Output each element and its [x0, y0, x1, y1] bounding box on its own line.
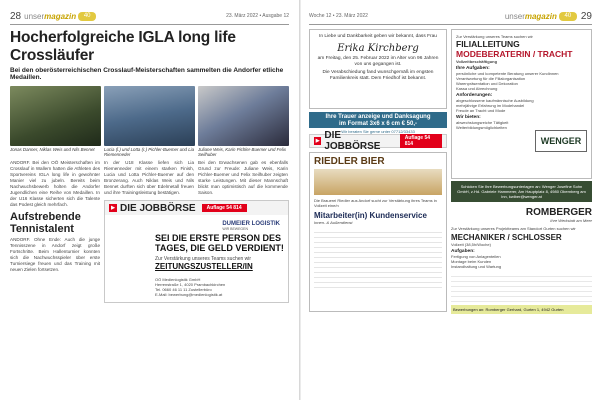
article-text: ANDORF. Bei den OÖ Meisterschaften im Crosslauf in Wallern hatten die Athleten des Sportvereins IGLA long life in gewohnter Manier viel zu jubeln. Bereits beim Nachwuchsbewerb holten die Andorfer Jugendlichen eine Reihe von Medaillen. In der U16 Klasse sicherten sich die Talente das Podest gleich mehrfach. — [10, 160, 100, 207]
ad-position-2: MODEBERATERIN / TRACHT — [456, 49, 573, 59]
list-item: Instandhaltung und Wartung — [451, 264, 502, 269]
subheadline: Aufstrebende Tennistalent — [10, 211, 81, 235]
brand-logo: unsermagazin — [24, 11, 77, 21]
brand-logo: unsermagazin — [504, 11, 557, 21]
ad-contact-bar: Bewerbungen an: Romberger Gerhard, Gurten 1, 4942 Gurten — [451, 305, 592, 314]
photo-runners-1 — [10, 86, 101, 146]
lead-text: Bei den oberösterreichischen Crosslauf-Meisterschaften sammelten die Andorfer etliche Medaillen. — [10, 67, 284, 81]
notice-intro: In Liebe und Dankbarkeit geben wir bekannt, dass Frau — [319, 34, 437, 39]
deceased-name: Erika Kirchberg — [337, 43, 419, 54]
photo-caption: Juliane Weis, Karin Pichler-Buemer und Felix Seilhuber — [198, 147, 286, 157]
job-ad-riedler — [309, 152, 447, 312]
wenger-logo: WENGER — [535, 130, 587, 152]
photo-runners-2 — [104, 86, 195, 146]
ad-position: MECHANIKER / SCHLOSSER — [451, 233, 562, 242]
page-number: 29 — [580, 10, 592, 22]
circulation-tag: Auflage 54 814 — [202, 204, 247, 212]
article-text: Bei den Erwachsenen gab es ebenfalls Grund zur Freude: Juliane Weis, Karin Pichler-Buemer und Felix Seilhuber zeigten starke Leistungen. Mit dieser Mannschaft blickt man optimistisch auf die kommende Saison. — [198, 160, 288, 195]
ad-position: ZEITUNGSZUSTELLER/IN — [155, 262, 253, 271]
ad-body-text — [314, 228, 442, 290]
company-logo: DUMEIER LOGISTIK WIR BEWEGEN — [222, 221, 280, 231]
notice-details: am Freitag, den 25. Februar 2022 im Alter von 96 Jahren von uns gegangen ist. — [317, 56, 439, 67]
list-item: Verantwortung für die Filialorganisation — [456, 76, 526, 81]
job-ad-dumeier — [104, 200, 289, 303]
ad-intro: Die Brauerei Riedler aus Andorf sucht zur Verstärkung ihres Teams in Vollzeit eine/n — [314, 198, 437, 208]
romberger-logo: ROMBERGER — [525, 207, 592, 218]
left-page-header — [10, 10, 289, 22]
list-item: Weiterbildungsmöglichkeiten — [456, 125, 507, 130]
anniversary-badge: 40 — [78, 12, 96, 21]
ad-body-text — [451, 272, 592, 302]
list-item: Montage beim Kunden — [451, 259, 492, 264]
page-number: 28 — [10, 10, 22, 22]
right-page — [301, 0, 600, 400]
ad-support-text: Zur Verstärkung unseres Teams suchen wir — [155, 256, 252, 262]
ad-intro: Zur Verstärkung unseres Projektteams am Standort Gurten suchen wir — [451, 226, 576, 231]
issue-date: 23. März 2022 • Ausgabe 12 — [226, 13, 289, 19]
anniversary-badge: 40 — [559, 12, 577, 21]
riedler-logo: RIEDLER BIER — [314, 156, 385, 167]
ad-headline: SEI DIE ERSTE PERSON DES TAGES, DIE GELD VERDIENT! — [155, 233, 284, 253]
left-page — [0, 0, 299, 400]
list-item: abgeschlossene kaufmännische Ausbildung — [456, 98, 534, 103]
photo-row — [10, 86, 289, 157]
jobboerse-logo: ▶ DIE JOBBÖRSE — [109, 203, 196, 214]
list-item: persönliche und kompetente Beratung unserer Kundinnen — [456, 71, 559, 76]
ad-subposition: Innen- & Außendienst — [314, 220, 353, 225]
notice-thanks: Die Verabschiedung fand wunschgemäß im engsten Familienkreis statt. Dem Friedhof ist bekannt. — [322, 70, 434, 81]
ad-address: OÖ Medienlogistik GmbH Herrenstraße 1, 4020 Prambachkirchen Tel. 0660 46 11 11 Zustellerbüro E-Mail: bewerbung@medienlogistik.at — [155, 277, 226, 297]
photo-caption: Lucia (l.) und Lotta (r.) Pichler-Buemer und Lia Riemenneder — [104, 147, 195, 157]
ad-position: Mitarbeiter(in) Kundenservice — [314, 211, 427, 220]
photo-caption: Jonas Danner, Niklas Weis und Nils Bennet — [10, 147, 95, 152]
headline: Hocherfolgreiche IGLA long life Crossläufer — [10, 29, 236, 64]
photo-runners-3 — [198, 86, 289, 146]
job-ad-wenger: Zur Verstärkung unseres Teams suchen wir FILIALLEITUNG MODEBERATERIN / TRACHT Vollzeitbeschäftigung Ihre Aufgaben: persönliche und kompetente Beratung unserer Kundinnen Verantwortung für die Filialorganisation Warenpräsentation und Dekoration Kassa und Abrechnung Anforderungen: abgeschlossene kaufmännische Ausbildung mehrjährige Erfahrung im Modehandel Freude an Tracht und Mode Wir bieten: abwechslungsreiche Tätigkeit Weiterbildungsmöglichkeiten WENGER — [451, 29, 592, 179]
article-text: In der U18 Klasse liefen sich Lia Riemenneder mit einem starken Finish, Lucia und Lotta Pichler-Buemer auf den Bronzerang. Auch Niklas Weis und Nils Bennet durften sich über Edelmetall freuen und ihre Trainingsleistung bestätigen. — [104, 160, 194, 195]
death-notice — [309, 29, 447, 109]
list-item: abwechslungsreiche Tätigkeit — [456, 120, 509, 125]
list-item: Warenpräsentation und Dekoration — [456, 81, 518, 86]
list-item: Fertigung von Anlagenteilen — [451, 254, 501, 259]
list-item: Freude an Tracht und Mode — [456, 108, 506, 113]
list-item: mehrjährige Erfahrung im Modehandel — [456, 103, 525, 108]
article-text: ANDORF. Ohne Ende: Auch die junge Tennisszene in Andorf zeigt große Fortschritte. Beim Hallenturnier konnten sich die Nachwuchsspieler über erste Turniersiege freuen und das Training mit neuen Zielen fortsetzen. — [10, 237, 100, 272]
obituary-service-ad: Ihre Trauer anzeige und Danksagung im Format 3x6 x 6 cm € 50,- Wir beraten Sie gerne unter 07712/33433 — [309, 112, 447, 130]
ad-position: FILIALLEITUNG — [456, 39, 520, 49]
brewery-image — [314, 169, 442, 195]
issue-date: Woche 12 • 23. März 2022 — [309, 13, 368, 19]
ad-intro: Zur Verstärkung unseres Teams suchen wir — [456, 34, 533, 39]
jobboerse-banner: ▶ DIE JOBBÖRSE Auflage 54 814 — [309, 134, 447, 148]
list-item: Kassa und Abrechnung — [456, 86, 498, 91]
right-page-header — [309, 10, 592, 22]
ad-contact-bar: Schicken Sie Ihre Bewerbungsunterlagen an: Wenger Josefine Sohn GmbH, z.Hd. Gabriele Hammerer, Am Hauptplatz 8, 4980 Obernberg am Inn, kwiber@wenger.at — [451, 181, 592, 202]
job-ad-romberger: ROMBERGER Ihre Werkstatt am Meer Zur Verstärkung unseres Projektteams am Standort Gurten suchen wir MECHANIKER / SCHLOSSER Vollzeit (38,5h/Woche) Aufgaben: Fertigung von Anlagenteilen Montage beim Kunden Instandhaltung und Wartung Bewerbungen an: Romberger Gerhard, Gurten 1, 4942 Gurten — [451, 207, 592, 312]
